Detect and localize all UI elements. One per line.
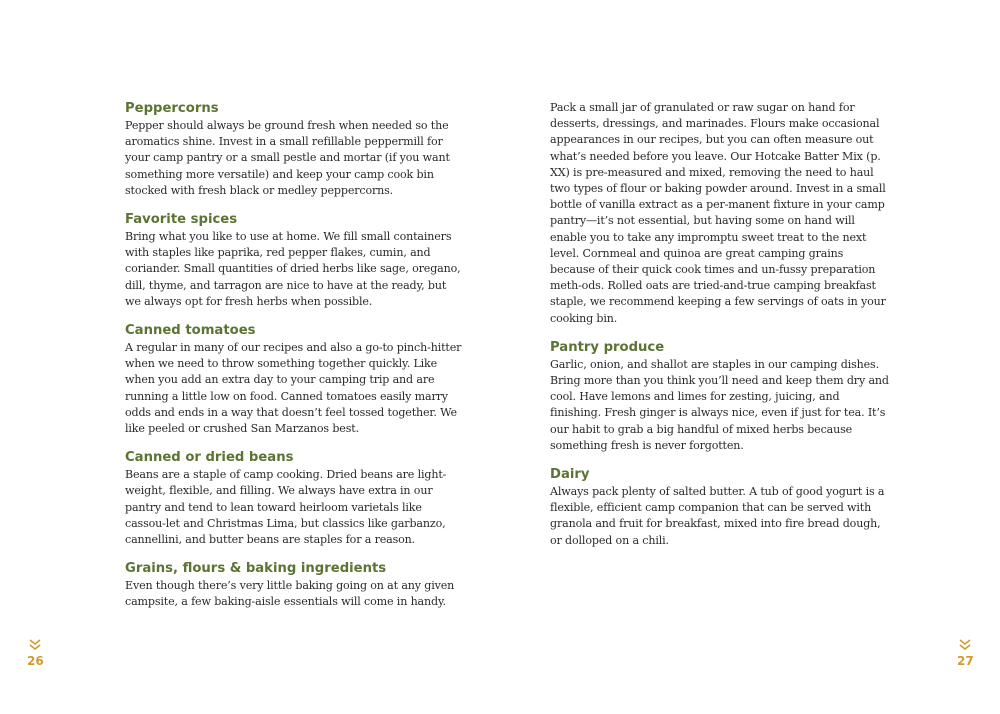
page-folio	[957, 638, 974, 668]
section-heading: Canned or dried beans	[125, 450, 294, 466]
section-intro-continued	[550, 100, 890, 327]
page-folio	[27, 638, 44, 668]
section-body: Even though there’s very little baking going on at any given campsite, a few baking-aisle essentials will come in handy.	[125, 579, 455, 609]
section-peppercorns	[125, 100, 465, 199]
section-heading: Grains, flours & baking ingredients	[125, 561, 387, 577]
section-heading: Dairy	[550, 467, 590, 483]
chevron-arrows-icon	[959, 638, 971, 652]
section-body: Bring what you like to use at home. We fill small containers with staples like paprika, red pepper flakes, cumin, and coriander. Small quantities of dried herbs like sage, oregano, dill, thyme, and tarragon are nice to have at the ready, but we always opt for fresh herbs when possible.	[125, 230, 461, 308]
section-body: Pepper should always be ground fresh when needed so the aromatics shine. Invest in a small refillable peppermill for your camp pantry or a small pestle and mortar (if you want something more versatile) and keep your camp cook bin stocked with fresh black or medley peppercorns.	[125, 119, 450, 197]
right-column	[550, 100, 890, 561]
section-body: Pack a small jar of granulated or raw sugar on hand for desserts, dressings, and marinades. Flours make occasional appearances in our recipes, but you can often measure out what’s needed before you leave. Our Hotcake Batter Mix (p. XX) is pre-measured and mixed, removing the need to haul two types of flour or baking powder around. Invest in a small bottle of vanilla extract as a per-manent fixture in your camp pantry—it’s not essential, but having some on hand will enable you to take any impromptu sweet treat to the next level. Cornmeal and quinoa are great camping grains because of their quick cook times and un-fussy preparation meth-ods. Rolled oats are tried-and-true camping breakfast staple, we recommend keeping a few servings of oats in your cooking bin.	[550, 101, 886, 325]
section-canned-or-dried-beans	[125, 449, 465, 548]
section-grains-flours-baking	[125, 560, 465, 610]
page-number: 27	[957, 654, 974, 668]
section-pantry-produce	[550, 339, 890, 454]
right-page	[500, 0, 1000, 714]
section-heading: Canned tomatoes	[125, 323, 256, 339]
section-body: Always pack plenty of salted butter. A tub of good yogurt is a flexible, efficient camp companion that can be served with granola and fruit for breakfast, mixed into fire bread dough, or dolloped on a chili.	[550, 485, 885, 547]
section-body: Garlic, onion, and shallot are staples in our camping dishes. Bring more than you think you’ll need and keep them dry and cool. Have lemons and limes for zesting, juicing, and finishing. Fresh ginger is always nice, even if just for tea. It’s our habit to grab a big handful of mixed herbs because something fresh is never forgotten.	[550, 357, 889, 452]
left-column	[125, 100, 465, 623]
chevron-arrows-icon	[29, 638, 41, 652]
section-heading: Peppercorns	[125, 101, 219, 116]
section-canned-tomatoes	[125, 322, 465, 437]
section-heading: Pantry produce	[550, 339, 665, 355]
section-body: A regular in many of our recipes and also a go-to pinch-hitter when we need to throw something together quickly. Like when you add an extra day to your camping trip and are running a little low on food. Canned tomatoes easily marry odds and ends in a way that doesn’t feel tossed together. We like peeled or crushed San Marzanos best.	[125, 341, 462, 436]
section-dairy	[550, 466, 890, 549]
page-number: 26	[27, 654, 44, 668]
section-heading: Favorite spices	[125, 212, 238, 228]
section-favorite-spices	[125, 211, 465, 310]
section-body: Beans are a staple of camp cooking. Dried beans are light-weight, flexible, and filling. We always have extra in our pantry and tend to lean toward heirloom varietals like cassou-let and Christmas Lima, but classics like garbanzo, cannellini, and butter beans are staples for a reason.	[125, 468, 447, 547]
